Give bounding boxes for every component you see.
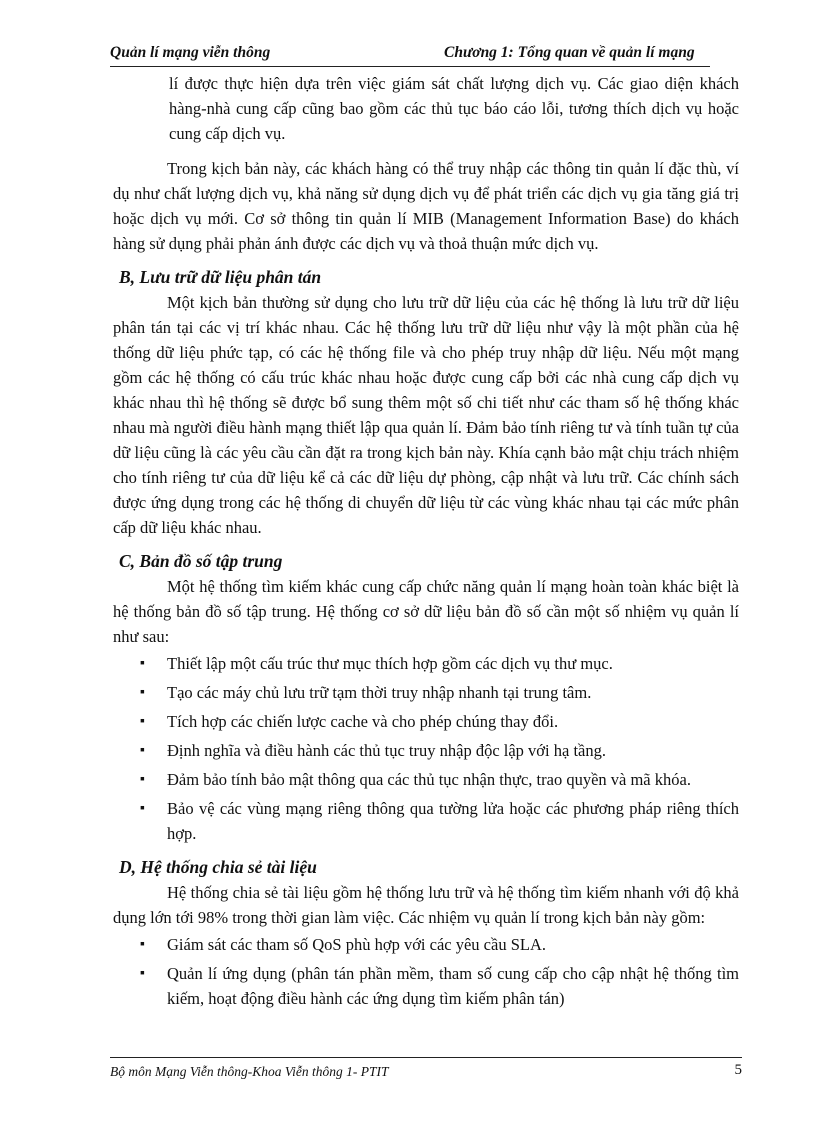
paragraph: Hệ thống chia sẻ tài liệu gồm hệ thống lưu trữ và hệ thống tìm kiếm nhanh với độ khả dụng lớn tới 98% trong thời gian làm việc. Các nhiệm vụ quản lí trong kịch bản này gồm:: [113, 883, 739, 927]
bullet-list-c: [113, 651, 739, 846]
list-item: ▪ Thiết lập một cấu trúc thư mục thích hợp gồm các dịch vụ thư mục.: [113, 651, 739, 676]
page-header: [110, 44, 710, 67]
paragraph-continued: lí được thực hiện dựa trên việc giám sát chất lượng dịch vụ. Các giao diện khách hàng-nhà cung cấp cũng bao gồm các thủ tục báo cáo lỗi, tương thích dịch vụ hoặc cung cấp dịch vụ.: [169, 74, 739, 143]
page-footer: [110, 1057, 742, 1080]
list-item: ▪ Tích hợp các chiến lược cache và cho phép chúng thay đổi.: [113, 709, 739, 734]
footer-text: Bộ môn Mạng Viễn thông-Khoa Viễn thông 1- PTIT: [110, 1064, 389, 1079]
section-heading-b: B, Lưu trữ dữ liệu phân tán: [119, 267, 322, 287]
list-item: ▪ Giám sát các tham số QoS phù hợp với các yêu cầu SLA.: [113, 932, 739, 957]
section-heading-d: D, Hệ thống chia sẻ tài liệu: [119, 857, 317, 877]
bullet-list-d: [113, 932, 739, 1011]
list-item: ▪ Đảm bảo tính bảo mật thông qua các thủ tục nhận thực, trao quyền và mã khóa.: [113, 767, 739, 792]
paragraph: Trong kịch bản này, các khách hàng có thể truy nhập các thông tin quản lí đặc thù, ví dụ như chất lượng dịch vụ, khả năng sử dụng dịch vụ để phát triển các dịch vụ gia tăng giá trị hoặc dịch vụ mới. Cơ sở thông tin quản lí MIB (Management Information Base) do khách hàng sử dụng phải phản ánh được các dịch vụ và thoả thuận mức dịch vụ.: [113, 159, 739, 253]
paragraph: Một hệ thống tìm kiếm khác cung cấp chức năng quản lí mạng hoàn toàn khác biệt là hệ thống bản đồ số tập trung. Hệ thống cơ sở dữ liệu bản đồ số cần một số nhiệm vụ quản lí như sau:: [113, 577, 739, 646]
list-item: ▪ Bảo vệ các vùng mạng riêng thông qua tường lửa hoặc các phương pháp riêng thích hợp.: [113, 796, 739, 846]
list-item: ▪ Tạo các máy chủ lưu trữ tạm thời truy nhập nhanh tại trung tâm.: [113, 680, 739, 705]
list-item: ▪ Quản lí ứng dụng (phân tán phần mềm, tham số cung cấp cho cập nhật hệ thống tìm kiếm, hoạt động điều hành các ứng dụng tìm kiếm phân tán): [113, 961, 739, 1011]
section-heading-c: C, Bản đồ số tập trung: [119, 551, 283, 571]
header-title: Quản lí mạng viễn thông: [110, 44, 271, 61]
page-number: 5: [734, 1062, 742, 1078]
list-item: ▪ Định nghĩa và điều hành các thủ tục truy nhập độc lập với hạ tầng.: [113, 738, 739, 763]
header-chapter: Chương 1: Tổng quan về quản lí mạng: [444, 44, 695, 61]
paragraph: Một kịch bản thường sử dụng cho lưu trữ dữ liệu của các hệ thống là lưu trữ dữ liệu phân tán tại các vị trí khác nhau. Các hệ thống lưu trữ dữ liệu như vậy là một phần của hệ thống dữ liệu phức tạp, có các hệ thống file và cho phép truy nhập dữ liệu. Nếu một mạng gồm các hệ thống có cấu trúc khác nhau hoặc được cung cấp bởi các nhà cung cấp dịch vụ khác nhau thì hệ thống sẽ được bổ sung thêm một số chi tiết như các tham số hệ thống khác nhau mà người điều hành mạng thiết lập qua quản lí. Đảm bảo tính riêng tư và tính tuần tự của dữ liệu cũng là các yêu cầu cần đặt ra trong kịch bản này. Khía cạnh bảo mật chịu trách nhiệm cho tính riêng tư của dữ liệu kể cả các dữ liệu dự phòng, cập nhật và lưu trữ. Các chính sách được ứng dụng trong các hệ thống di chuyển dữ liệu từ các vùng khác nhau tại các mức phân cấp dữ liệu khác nhau.: [113, 293, 739, 537]
page-body: [113, 71, 739, 1015]
